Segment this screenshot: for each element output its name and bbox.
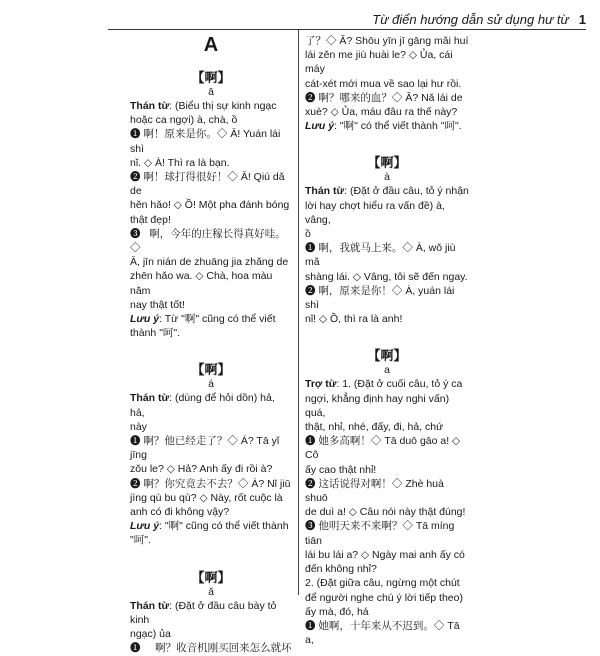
entry-body [130, 391, 292, 547]
entry-line: lời hay chợt hiểu ra vấn đề) à, vâng, [305, 199, 445, 226]
entry-line: Thán từ: (Đặt ở đầu câu bày tỏ kinh [130, 599, 277, 626]
page-number: 1 [578, 12, 586, 27]
entry-line: jìng qù bu qù? ◇ Này, rốt cuộc là [130, 491, 283, 504]
entry-line: Thán từ: (dùng để hỏi dồn) hả, hả, [130, 392, 275, 419]
entry-line: ấy mà, đó, há [305, 605, 369, 618]
entry-body [305, 377, 469, 647]
entry-a5 [305, 348, 469, 647]
entry-line: anh có đi không vậy? [130, 506, 230, 519]
section-letter: A [203, 34, 219, 56]
entry-line: cát-xét mới mua về sao lại hư rồi. [305, 77, 462, 90]
entry-body [130, 99, 292, 340]
entry-line: đến không nhỉ? [305, 563, 377, 576]
entry-headword: 【啊】 [191, 569, 231, 585]
entry-line: Lưu ý: "啊" có thể viết thành "呵". [305, 120, 462, 133]
entry-pinyin: á [208, 378, 214, 391]
entry-line: Thán từ: (Đặt ở đầu câu, tỏ ý nhận [305, 185, 469, 198]
entry-line: để người nghe chú ý lời tiếp theo) [305, 591, 463, 604]
entry-a1 [130, 70, 292, 340]
entry-line: Trợ từ: 1. (Đặt ở cuối câu, tỏ ý ca [305, 378, 463, 391]
entry-line: ❸ 他明天来不来啊？◇ Tā míng tiān [305, 520, 455, 547]
entry-line: Thán từ: (Biểu thị sự kinh ngạc [130, 100, 277, 112]
left-column [130, 34, 292, 656]
entry-line: ❶ 她多高啊！◇ Tā duō gāo a! ◇ Cô [305, 435, 461, 462]
entry-line: Lưu ý: Từ "啊" cũng có thể viết [130, 313, 276, 326]
entry-line: thật đẹp! [130, 213, 171, 226]
entry-line: ồ [305, 228, 311, 241]
entry-pinyin: à [384, 171, 390, 184]
entry-line: ngạc) ủa [130, 628, 171, 641]
entry-line: ❷ 这话说得对啊！◇ Zhè huà shuō [305, 477, 444, 505]
entry-line: de duì a! ◇ Câu nói này thật đúng! [305, 506, 466, 519]
entry-a2 [130, 362, 292, 547]
entry-line: zhēn hǎo wa. ◇ Chà, hoa màu năm [130, 270, 273, 297]
entry-line: ❸ 啊，今年的庄稼长得真好哇。◇ [130, 227, 286, 255]
entry-headword: 【啊】 [367, 155, 407, 171]
entry-line: ❶ 啊，我就马上来。◇ À, wǒ jiù mǎ [305, 242, 456, 269]
entry-line: nay thật tốt! [130, 298, 185, 311]
entry-line: xuè? ◇ Ủa, máu đâu ra thế này? [305, 106, 458, 119]
entry-line: ❶ 她啊，十年来从不迟到。◇ Tā a, [305, 619, 460, 647]
entry-a3 [130, 570, 292, 656]
entry-line: lái zěn me jiù huài le? ◇ Ủa, cái máy [305, 49, 453, 76]
entry-body [130, 599, 292, 656]
page-header [108, 8, 586, 30]
entry-a4 [305, 155, 469, 326]
entry-line: "呵". [130, 534, 151, 547]
entry-line: 2. (Đặt giữa câu, ngừng một chút [305, 577, 460, 590]
running-title: Từ điển hướng dẫn sử dụng hư từ [372, 12, 569, 27]
entry-line: thành "呵". [130, 327, 181, 340]
entry-line: shàng lái. ◇ Vâng, tôi sẽ đến ngay. [305, 270, 468, 283]
entry-line: hoặc ca ngợi) à, chà, ồ [130, 114, 238, 127]
entry-line: ấy cao thật nhỉ! [305, 463, 377, 476]
entry-headword: 【啊】 [191, 362, 231, 378]
entry-line: Ā, jīn nián de zhuāng jia zhǎng de [130, 256, 289, 269]
right-column [305, 34, 469, 647]
entry-line: thật, nhỉ, nhé, đấy, đi, hả, chứ [305, 421, 444, 434]
entry-line: 了？◇ Ǎ? Shōu yīn jī gāng mǎi huí [305, 35, 469, 47]
entry-pinyin: ā [208, 86, 214, 98]
entry-line: ❶ 啊？他已经走了？◇ Á? Tā yǐ jīng [130, 435, 280, 462]
entry-pinyin: ǎ [208, 585, 214, 598]
entry-line: ❷ 啊？哪来的血？◇ Ǎ? Nǎ lái de [305, 91, 463, 104]
entry-line: ❶ 啊！原来是你。◇ Ā! Yuán lái shì [130, 128, 281, 155]
entry-line: ❷ 啊！球打得很好！◇ Ā! Qiú dǎ de [130, 171, 285, 198]
entry-line: lái bu lái a? ◇ Ngày mai anh ấy có [305, 548, 465, 561]
entry-line: zǒu le? ◇ Hả? Anh ấy đi rồi à? [130, 463, 273, 476]
entry-line: này [130, 420, 147, 433]
entry-line: ❶ 啊？收音机刚买回来怎么就坏 [130, 642, 292, 655]
entry-line: ❷ 啊？你究竟去不去？◇ Á? Nǐ jiū [130, 477, 291, 490]
entry-line: Lưu ý: "啊" cũng có thể viết thành [130, 520, 289, 533]
entry-headword: 【啊】 [367, 348, 407, 364]
entry-body-continued [305, 34, 469, 133]
entry-pinyin: a [384, 364, 390, 377]
entry-line: ❷ 啊，原来是你！◇ À, yuán lái shì [305, 284, 455, 312]
entry-line: nǐ! ◇ Ồ, thì ra là anh! [305, 313, 403, 326]
entry-line: hěn hǎo! ◇ Ồ! Một pha đánh bóng [130, 199, 290, 212]
entry-headword: 【啊】 [191, 70, 231, 85]
entry-body [305, 184, 469, 326]
column-divider [298, 30, 299, 595]
entry-line: ngợi, khẳng định hay nghi vấn) quá, [305, 392, 450, 419]
entry-line: nǐ. ◇ À! Thì ra là bạn. [130, 156, 230, 169]
